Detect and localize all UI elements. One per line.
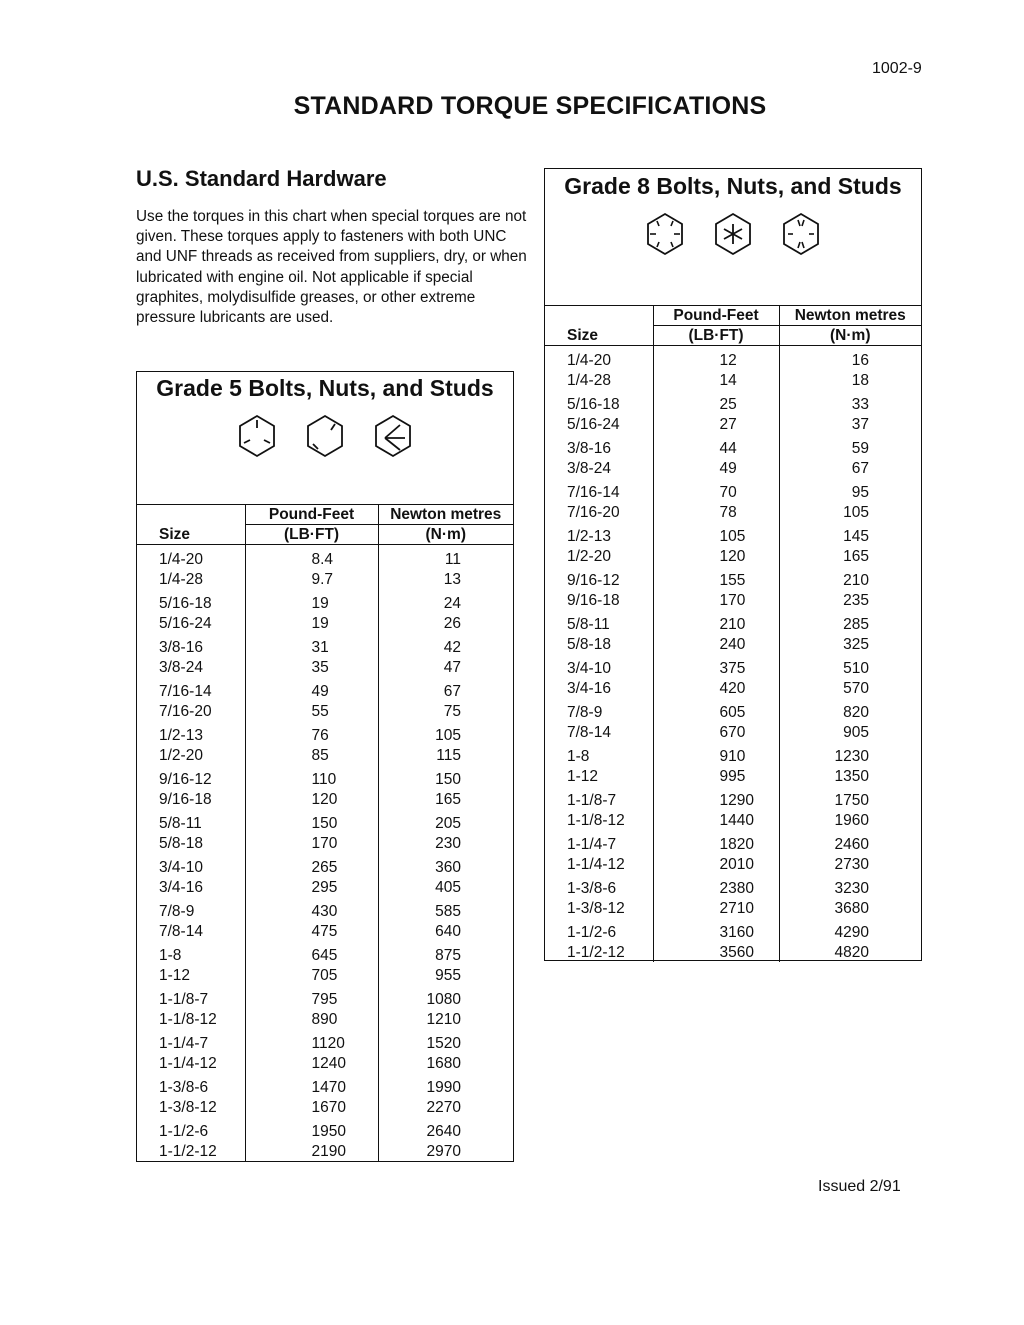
newton-metres-cell: 235 [843,591,869,609]
newton-metres-cell: 165 [435,790,461,808]
newton-metres-cell: 1350 [834,767,869,785]
size-cell: 1/4-20 [567,352,611,369]
table-row [137,589,513,614]
hex-6-radial-marks-icon [645,212,685,256]
pound-feet-cell: 170 [245,834,378,854]
newton-metres-cell: 2730 [834,855,869,873]
table-row [137,790,513,810]
newton-metres-cell: 13 [443,570,461,588]
newton-metres-cell: 1520 [426,1035,461,1052]
table-row [545,522,921,547]
section-title: U.S. Standard Hardware [136,166,387,191]
pound-feet-cell: 27 [653,415,779,435]
size-cell: 5/8-18 [567,635,611,653]
grade5-torque-table [137,504,513,1161]
table-row [545,811,921,831]
size-cell: 1-3/8-6 [567,880,617,897]
size-cell: 1-1/2-6 [159,1123,209,1140]
size-cell: 1-12 [567,767,599,785]
table-row [137,545,513,570]
newton-metres-unit: (N·m) [830,327,871,344]
size-cell: 3/4-10 [159,859,203,876]
pound-feet-cell: 170 [653,591,779,611]
table-row [137,570,513,590]
newton-metres-cell: 33 [851,396,869,413]
size-cell: 1-1/4-12 [159,1054,217,1072]
pound-feet-cell: 35 [245,658,378,678]
size-cell: 3/4-16 [567,679,611,697]
pound-feet-cell: 3160 [653,918,779,943]
newton-metres-cell: 955 [435,966,461,984]
newton-metres-cell: 820 [843,704,869,721]
table-row [545,742,921,767]
pound-feet-cell: 375 [653,654,779,679]
newton-metres-cell: 165 [843,547,869,565]
size-cell: 5/16-18 [159,595,212,612]
size-cell: 3/8-24 [567,459,611,477]
newton-metres-cell: 11 [444,551,461,568]
table-row [545,943,921,963]
size-cell: 7/16-20 [159,702,212,720]
newton-metres-cell: 37 [851,415,869,433]
size-cell: 1/4-28 [567,371,611,389]
table-row [137,1029,513,1054]
pound-feet-cell: 910 [653,742,779,767]
newton-metres-cell: 230 [435,834,461,852]
newton-metres-cell: 1750 [834,792,869,809]
size-cell: 3/8-16 [159,639,203,656]
size-cell: 7/8-9 [159,903,195,920]
size-cell: 3/4-16 [159,878,203,896]
size-cell: 1/2-13 [567,528,611,545]
hex-3-radial-marks-icon [237,414,277,458]
size-cell: 3/8-16 [567,440,611,457]
size-cell: 9/16-18 [567,591,620,609]
pound-feet-cell: 265 [245,853,378,878]
grade8-torque-table [545,305,921,962]
table-row [137,985,513,1010]
size-cell: 3/8-24 [159,658,203,676]
pound-feet-cell: 240 [653,635,779,655]
table-row [137,746,513,766]
newton-metres-cell: 26 [443,614,461,632]
newton-metres-cell: 325 [843,635,869,653]
newton-metres-cell: 18 [851,371,869,389]
newton-metres-cell: 905 [843,723,869,741]
pound-feet-cell: 12 [653,346,779,371]
pound-feet-cell: 995 [653,767,779,787]
table-row [545,434,921,459]
pound-feet-cell: 795 [245,985,378,1010]
pound-feet-cell: 1670 [245,1098,378,1118]
newton-metres-cell: 4290 [834,924,869,941]
intro-paragraph: Use the torques in this chart when special torques are not given. These torques apply to fasteners with both UNC and UNF threads as received from suppliers, dry, or when lubricated with engine oil. Not applicable if special graphites, molydisulfide greases, or other extreme pressure lubricants are used. [136,208,527,327]
grade5-title: Grade 5 Bolts, Nuts, and Studs [156,375,494,401]
newton-metres-cell: 2640 [426,1123,461,1140]
newton-metres-cell: 2460 [834,836,869,853]
table-row [137,853,513,878]
newton-metres-cell: 115 [436,746,461,764]
table-row [137,878,513,898]
table-row [545,874,921,899]
size-cell: 5/16-24 [159,614,212,632]
size-cell: 1-1/4-7 [567,836,617,853]
size-cell: 1-12 [159,966,191,984]
size-cell: 7/16-14 [159,683,212,700]
newton-metres-cell: 150 [435,771,461,788]
newton-metres-cell: 1990 [426,1079,461,1096]
table-row [545,918,921,943]
size-cell: 3/4-10 [567,660,611,677]
table-row [545,855,921,875]
pound-feet-cell: 8.4 [245,545,378,570]
size-cell: 1-1/8-12 [159,1010,217,1028]
pound-feet-cell: 120 [245,790,378,810]
pound-feet-cell: 25 [653,390,779,415]
pound-feet-cell: 3560 [653,943,779,963]
newton-metres-cell: 205 [435,815,461,832]
newton-metres-cell: 1230 [834,748,869,765]
newton-metres-cell: 16 [851,352,869,369]
size-cell: 1-1/4-7 [159,1035,209,1052]
pound-feet-cell: 49 [245,677,378,702]
newton-metres-unit: (N·m) [425,526,466,543]
newton-metres-cell: 405 [435,878,461,896]
newton-metres-cell: 3230 [834,880,869,897]
pound-feet-cell: 420 [653,679,779,699]
size-cell: 1-8 [567,748,590,765]
pound-feet-header: Pound-Feet [653,306,779,326]
newton-metres-cell: 75 [443,702,461,720]
table-row [137,721,513,746]
table-row [137,834,513,854]
table-row [545,830,921,855]
size-cell: 5/8-11 [567,616,610,633]
grade5-head-markings [137,414,513,464]
pound-feet-cell: 55 [245,702,378,722]
size-cell: 1-3/8-12 [567,899,625,917]
newton-metres-header: Newton metres [390,506,502,523]
size-cell: 1-1/2-6 [567,924,617,941]
pound-feet-cell: 670 [653,723,779,743]
table-row [137,614,513,634]
table-row [137,765,513,790]
pound-feet-cell: 1240 [245,1054,378,1074]
size-cell: 1/4-28 [159,570,203,588]
size-cell: 7/8-9 [567,704,603,721]
pound-feet-cell: 705 [245,966,378,986]
size-cell: 1-1/2-12 [567,943,625,961]
newton-metres-cell: 640 [435,922,461,940]
size-cell: 5/8-11 [159,815,202,832]
size-cell: 1-1/8-7 [159,991,209,1008]
pound-feet-cell: 295 [245,878,378,898]
newton-metres-cell: 585 [435,903,461,920]
pound-feet-cell: 9.7 [245,570,378,590]
table-row [137,702,513,722]
pound-feet-cell: 890 [245,1010,378,1030]
table-row [137,1098,513,1118]
pound-feet-cell: 49 [653,459,779,479]
pound-feet-cell: 2190 [245,1142,378,1162]
size-cell: 7/8-14 [567,723,611,741]
pound-feet-cell: 105 [653,522,779,547]
newton-metres-cell: 24 [443,595,461,612]
size-cell: 1/2-13 [159,727,203,744]
issued-date: Issued 2/91 [818,1178,901,1195]
pound-feet-header: Pound-Feet [245,505,378,525]
pound-feet-cell: 430 [245,897,378,922]
newton-metres-cell: 2270 [426,1098,461,1116]
table-row [137,1073,513,1098]
newton-metres-cell: 67 [443,683,461,700]
table-row [545,547,921,567]
table-row [545,635,921,655]
table-row [137,809,513,834]
pound-feet-cell: 44 [653,434,779,459]
pound-feet-cell: 19 [245,589,378,614]
pound-feet-cell: 19 [245,614,378,634]
newton-metres-cell: 105 [843,503,869,521]
table-row [545,371,921,391]
grade8-head-markings [545,212,921,262]
size-cell: 1-1/2-12 [159,1142,217,1160]
size-cell: 1-3/8-12 [159,1098,217,1116]
table-row [545,459,921,479]
newton-metres-cell: 210 [843,572,869,589]
pound-feet-cell: 31 [245,633,378,658]
newton-metres-cell: 510 [843,660,869,677]
size-cell: 1-1/8-7 [567,792,617,809]
newton-metres-cell: 67 [851,459,869,477]
page-title: STANDARD TORQUE SPECIFICATIONS [293,92,767,120]
size-cell: 5/16-24 [567,415,620,433]
table-row [545,566,921,591]
pound-feet-cell: 1470 [245,1073,378,1098]
size-cell: 1-1/4-12 [567,855,625,873]
pound-feet-unit: (LB·FT) [245,525,378,545]
table-row [137,922,513,942]
table-row [137,941,513,966]
size-cell: 9/16-18 [159,790,212,808]
pound-feet-cell: 120 [653,547,779,567]
pound-feet-cell: 1820 [653,830,779,855]
size-cell: 7/8-14 [159,922,203,940]
pound-feet-cell: 645 [245,941,378,966]
pound-feet-cell: 1950 [245,1117,378,1142]
size-header: Size [159,526,191,543]
table-row [545,503,921,523]
grade8-panel [544,168,922,961]
table-row [137,1117,513,1142]
pound-feet-cell: 76 [245,721,378,746]
newton-metres-cell: 1960 [834,811,869,829]
size-cell: 1/2-20 [159,746,203,764]
size-cell: 1/4-20 [159,551,203,568]
size-cell: 1-3/8-6 [159,1079,209,1096]
size-cell: 9/16-12 [567,572,620,589]
table-row [545,786,921,811]
grade5-panel [136,371,514,1162]
newton-metres-cell: 570 [843,679,869,697]
pound-feet-cell: 2380 [653,874,779,899]
pound-feet-cell: 2010 [653,855,779,875]
newton-metres-cell: 360 [435,859,461,876]
pound-feet-cell: 78 [653,503,779,523]
size-cell: 1-1/8-12 [567,811,625,829]
page-number: 1002-9 [872,60,922,77]
table-row [545,723,921,743]
table-row [545,654,921,679]
table-row [545,478,921,503]
newton-metres-cell: 105 [435,727,461,744]
size-cell: 7/16-20 [567,503,620,521]
table-row [137,677,513,702]
pound-feet-cell: 85 [245,746,378,766]
size-header: Size [567,327,599,344]
table-row [137,1010,513,1030]
newton-metres-cell: 1080 [426,991,461,1008]
table-row [545,346,921,371]
table-row [137,1054,513,1074]
newton-metres-header: Newton metres [794,307,906,324]
pound-feet-unit: (LB·FT) [653,326,779,346]
newton-metres-cell: 1210 [426,1010,461,1028]
size-cell: 9/16-12 [159,771,212,788]
table-row [137,633,513,658]
pound-feet-cell: 475 [245,922,378,942]
grade8-title: Grade 8 Bolts, Nuts, and Studs [564,173,902,199]
table-row [545,390,921,415]
size-cell: 7/16-14 [567,484,620,501]
pound-feet-cell: 1440 [653,811,779,831]
table-row [545,899,921,919]
size-cell: 5/16-18 [567,396,620,413]
size-cell: 1-8 [159,947,182,964]
pound-feet-cell: 14 [653,371,779,391]
pound-feet-cell: 605 [653,698,779,723]
newton-metres-cell: 3680 [834,899,869,917]
pound-feet-cell: 1120 [245,1029,378,1054]
size-cell: 1/2-20 [567,547,611,565]
pound-feet-cell: 1290 [653,786,779,811]
table-row [545,767,921,787]
newton-metres-cell: 95 [851,484,869,501]
newton-metres-cell: 2970 [426,1142,461,1160]
table-row [545,610,921,635]
table-row [137,658,513,678]
pound-feet-cell: 210 [653,610,779,635]
table-header-row [545,306,921,326]
hex-6-star-marks-icon [713,212,753,256]
pound-feet-cell: 2710 [653,899,779,919]
pound-feet-cell: 70 [653,478,779,503]
size-cell: 5/8-18 [159,834,203,852]
newton-metres-cell: 285 [843,616,869,633]
table-row [545,698,921,723]
table-row [545,591,921,611]
newton-metres-cell: 145 [843,528,869,545]
newton-metres-cell: 59 [851,440,869,457]
pound-feet-cell: 155 [653,566,779,591]
hex-3-converging-marks-icon [373,414,413,458]
pound-feet-cell: 150 [245,809,378,834]
newton-metres-cell: 875 [435,947,461,964]
newton-metres-cell: 4820 [834,943,869,961]
newton-metres-cell: 1680 [426,1054,461,1072]
table-row [137,966,513,986]
table-header-row [137,505,513,525]
newton-metres-cell: 42 [443,639,461,656]
table-row [545,679,921,699]
pound-feet-cell: 110 [245,765,378,790]
table-row [137,897,513,922]
table-row [545,415,921,435]
table-row [137,1142,513,1162]
hex-3-side-marks-icon [305,414,345,458]
hex-6-side-marks-icon [781,212,821,256]
newton-metres-cell: 47 [443,658,461,676]
